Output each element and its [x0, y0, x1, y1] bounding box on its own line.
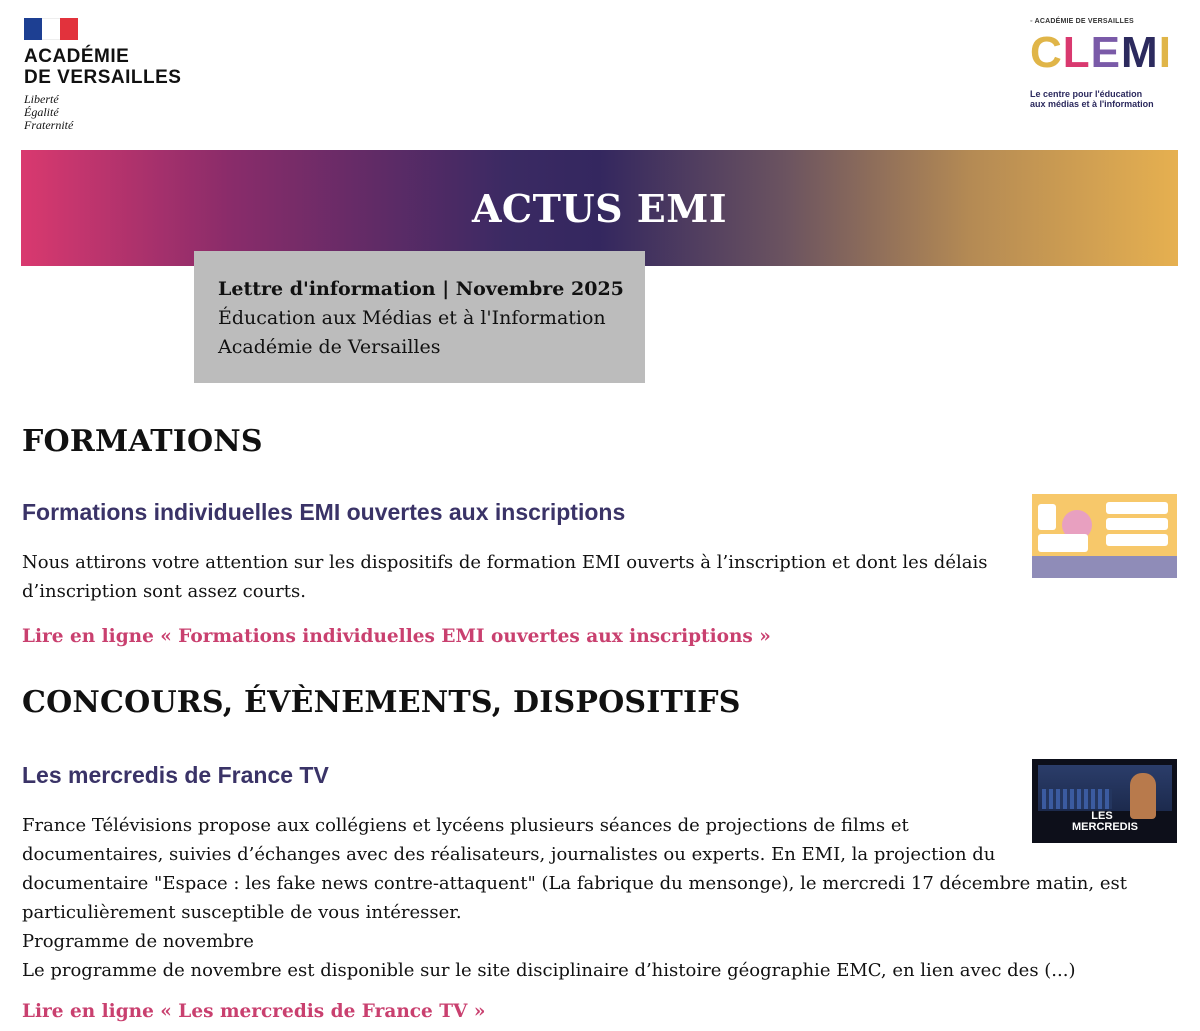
body-line: d’inscription sont assez courts. — [22, 581, 306, 602]
newsletter-info-box — [194, 251, 645, 383]
clemi-subtitle-line-2: aux médias et à l'information — [1030, 99, 1154, 109]
clemi-letter-i: I — [1158, 28, 1172, 77]
republic-motto — [24, 93, 194, 132]
section-title-concours: CONCOURS, ÉVÈNEMENTS, DISPOSITIFS — [22, 685, 741, 720]
academie-name-line-1: ACADÉMIE — [24, 46, 130, 67]
clemi-letter-l: L — [1062, 28, 1091, 77]
body-line: France Télévisions propose aux collégiens et lycéens plusieurs séances de projections de films et — [22, 815, 909, 836]
motto-fraternite: Fraternité — [24, 118, 74, 132]
clemi-logo — [1030, 18, 1180, 109]
body-line: documentaires, suivies d’échanges avec des réalisateurs, journalistes ou experts. En EMI, la projection du — [22, 844, 996, 865]
academie-name — [24, 46, 194, 88]
academie-versailles-logo — [24, 18, 194, 132]
newsletter-subject: Éducation aux Médias et à l'Information — [218, 307, 606, 329]
academie-name-line-2: DE VERSAILLES — [24, 67, 182, 88]
motto-liberte: Liberté — [24, 92, 59, 106]
clemi-letter-m: M — [1121, 28, 1159, 77]
body-line: Le programme de novembre est disponible sur le site disciplinaire d’histoire géographie EMC, en lien avec des (...) — [22, 960, 1076, 981]
clemi-academie-label: ◦ ACADÉMIE DE VERSAILLES — [1030, 18, 1134, 25]
thumb-label-line: MERCREDIS — [1072, 821, 1139, 833]
read-online-link-formations[interactable]: Lire en ligne « Formations individuelles EMI ouvertes aux inscriptions » — [22, 626, 771, 647]
clemi-subtitle-line-1: Le centre pour l'éducation — [1030, 89, 1143, 99]
clemi-wordmark — [1030, 28, 1180, 77]
clemi-letter-c: C — [1030, 28, 1063, 77]
newsletter-issue: Lettre d'information | Novembre 2025 — [218, 278, 624, 300]
article-body-mercredis — [22, 811, 1127, 985]
newsletter-banner — [21, 150, 1178, 266]
body-line: particulièrement susceptible de vous intéresser. — [22, 902, 462, 923]
newsletter-academie: Académie de Versailles — [218, 336, 441, 358]
marianne-flag-icon — [24, 18, 78, 40]
clemi-letter-e: E — [1090, 28, 1122, 77]
read-online-link-mercredis[interactable]: Lire en ligne « Les mercredis de France TV » — [22, 1001, 486, 1022]
formations-thumbnail[interactable] — [1032, 494, 1177, 578]
article-body-formations — [22, 548, 987, 606]
article-title-mercredis[interactable]: Les mercredis de France TV — [22, 762, 329, 788]
newsletter-title: ACTUS EMI — [471, 185, 728, 231]
article-title-formations[interactable]: Formations individuelles EMI ouvertes aux inscriptions — [22, 499, 626, 525]
clemi-subtitle — [1030, 89, 1180, 109]
body-line: documentaire "Espace : les fake news contre-attaquent" (La fabrique du mensonge), le mercredi 17 décembre matin, est — [22, 873, 1127, 894]
body-line: Nous attirons votre attention sur les dispositifs de formation EMI ouverts à l’inscription et dont les délais — [22, 552, 988, 573]
section-title-formations: FORMATIONS — [22, 424, 263, 459]
thumb-label-line: LES — [1091, 810, 1113, 822]
body-line: Programme de novembre — [22, 931, 254, 952]
motto-egalite: Égalité — [24, 105, 59, 119]
